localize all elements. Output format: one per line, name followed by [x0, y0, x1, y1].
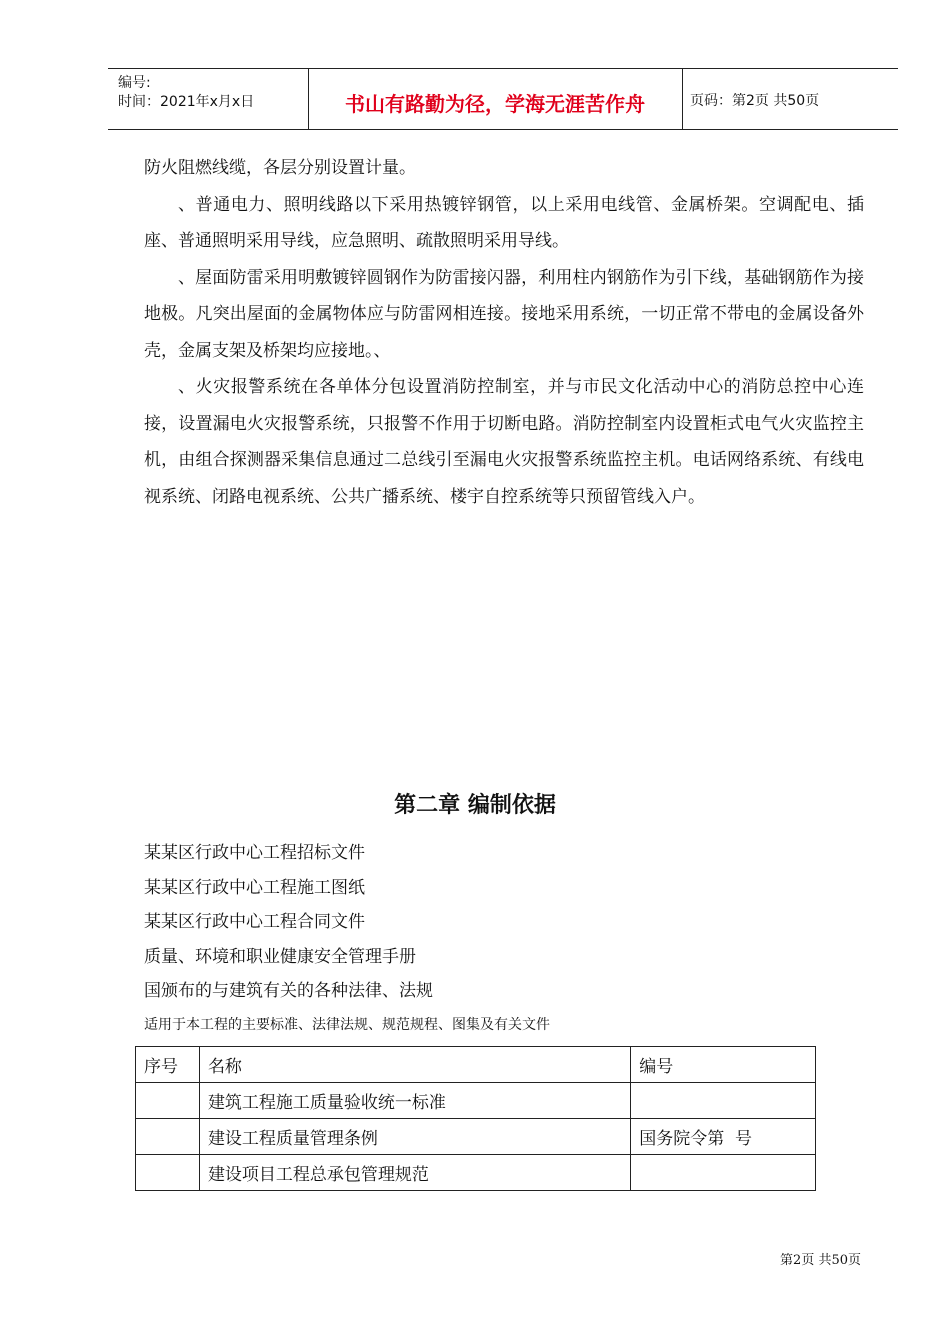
header-meta-cell — [108, 69, 309, 129]
cell-name: 建筑工程施工质量验收统一标准 — [199, 1083, 630, 1119]
cell-code — [631, 1155, 816, 1191]
header-cell-index: 序号 — [136, 1047, 200, 1083]
table-row — [136, 1119, 816, 1155]
standards-table — [135, 1046, 816, 1191]
body-text — [144, 150, 864, 515]
basis-item: 某某区行政中心工程合同文件 — [144, 912, 365, 932]
table-row — [136, 1083, 816, 1119]
cell-name: 建设项目工程总承包管理规范 — [199, 1155, 630, 1191]
basis-list — [144, 836, 433, 1009]
number-label: 编号: — [118, 75, 151, 91]
paragraph: 防火阻燃线缆，各层分别设置计量。 — [144, 158, 416, 178]
time-label: 时间：2021年x月x日 — [118, 94, 255, 110]
header-cell-name: 名称 — [199, 1047, 630, 1083]
table-row — [136, 1155, 816, 1191]
paragraph: 、屋面防雷采用明敷镀锌圆钢作为防雷接闪器，利用柱内钢筋作为引下线，基础钢筋作为接地极。凡突出屋面的金属物体应与防雷网相连接。接地采用系统，一切正常不带电的金属设备外壳，金属支架及桥架均应接地。、 — [144, 267, 864, 361]
basis-item: 某某区行政中心工程施工图纸 — [144, 877, 365, 898]
cell-index — [136, 1083, 200, 1119]
cell-code: 国务院令第 号 — [631, 1119, 816, 1155]
paragraph: 、普通电力、照明线路以下采用热镀锌钢管，以上采用电线管、金属桥架。空调配电、插座、普通照明采用导线，应急照明、疏散照明采用导线。 — [144, 194, 864, 251]
table-header-row — [136, 1047, 816, 1083]
header-motto: 书山有路勤为径，学海无涯苦作舟 — [345, 92, 645, 116]
header-page-cell — [682, 69, 898, 129]
cell-index — [136, 1119, 200, 1155]
table-caption: 适用于本工程的主要标准、法律法规、规范规程、图集及有关文件 — [144, 1017, 550, 1033]
cell-code — [631, 1083, 816, 1119]
header-motto-cell — [308, 69, 683, 129]
cell-index — [136, 1155, 200, 1191]
basis-item: 国颁布的与建筑有关的各种法律、法规 — [144, 981, 433, 1001]
paragraph: 、火灾报警系统在各单体分包设置消防控制室，并与市民文化活动中心的消防总控中心连接，设置漏电火灾报警系统，只报警不作用于切断电路。消防控制室内设置柜式电气火灾监控主机，由组合探测器采集信息通过二总线引至漏电火灾报警系统监控主机。电话网络系统、有线电视系统、闭路电视系统、公共广播系统、楼宇自控系统等只预留管线入户。 — [144, 377, 864, 507]
cell-name: 建设工程质量管理条例 — [199, 1119, 630, 1155]
basis-item: 质量、环境和职业健康安全管理手册 — [144, 946, 416, 967]
page-header — [108, 68, 898, 130]
header-page-info: 页码：第2页 共50页 — [690, 93, 820, 109]
page-footer: 第2页 共50页 — [780, 1253, 861, 1268]
header-cell-code: 编号 — [631, 1047, 816, 1083]
basis-item: 某某区行政中心工程招标文件 — [144, 843, 365, 863]
chapter-title: 第二章 编制依据 — [394, 793, 556, 818]
